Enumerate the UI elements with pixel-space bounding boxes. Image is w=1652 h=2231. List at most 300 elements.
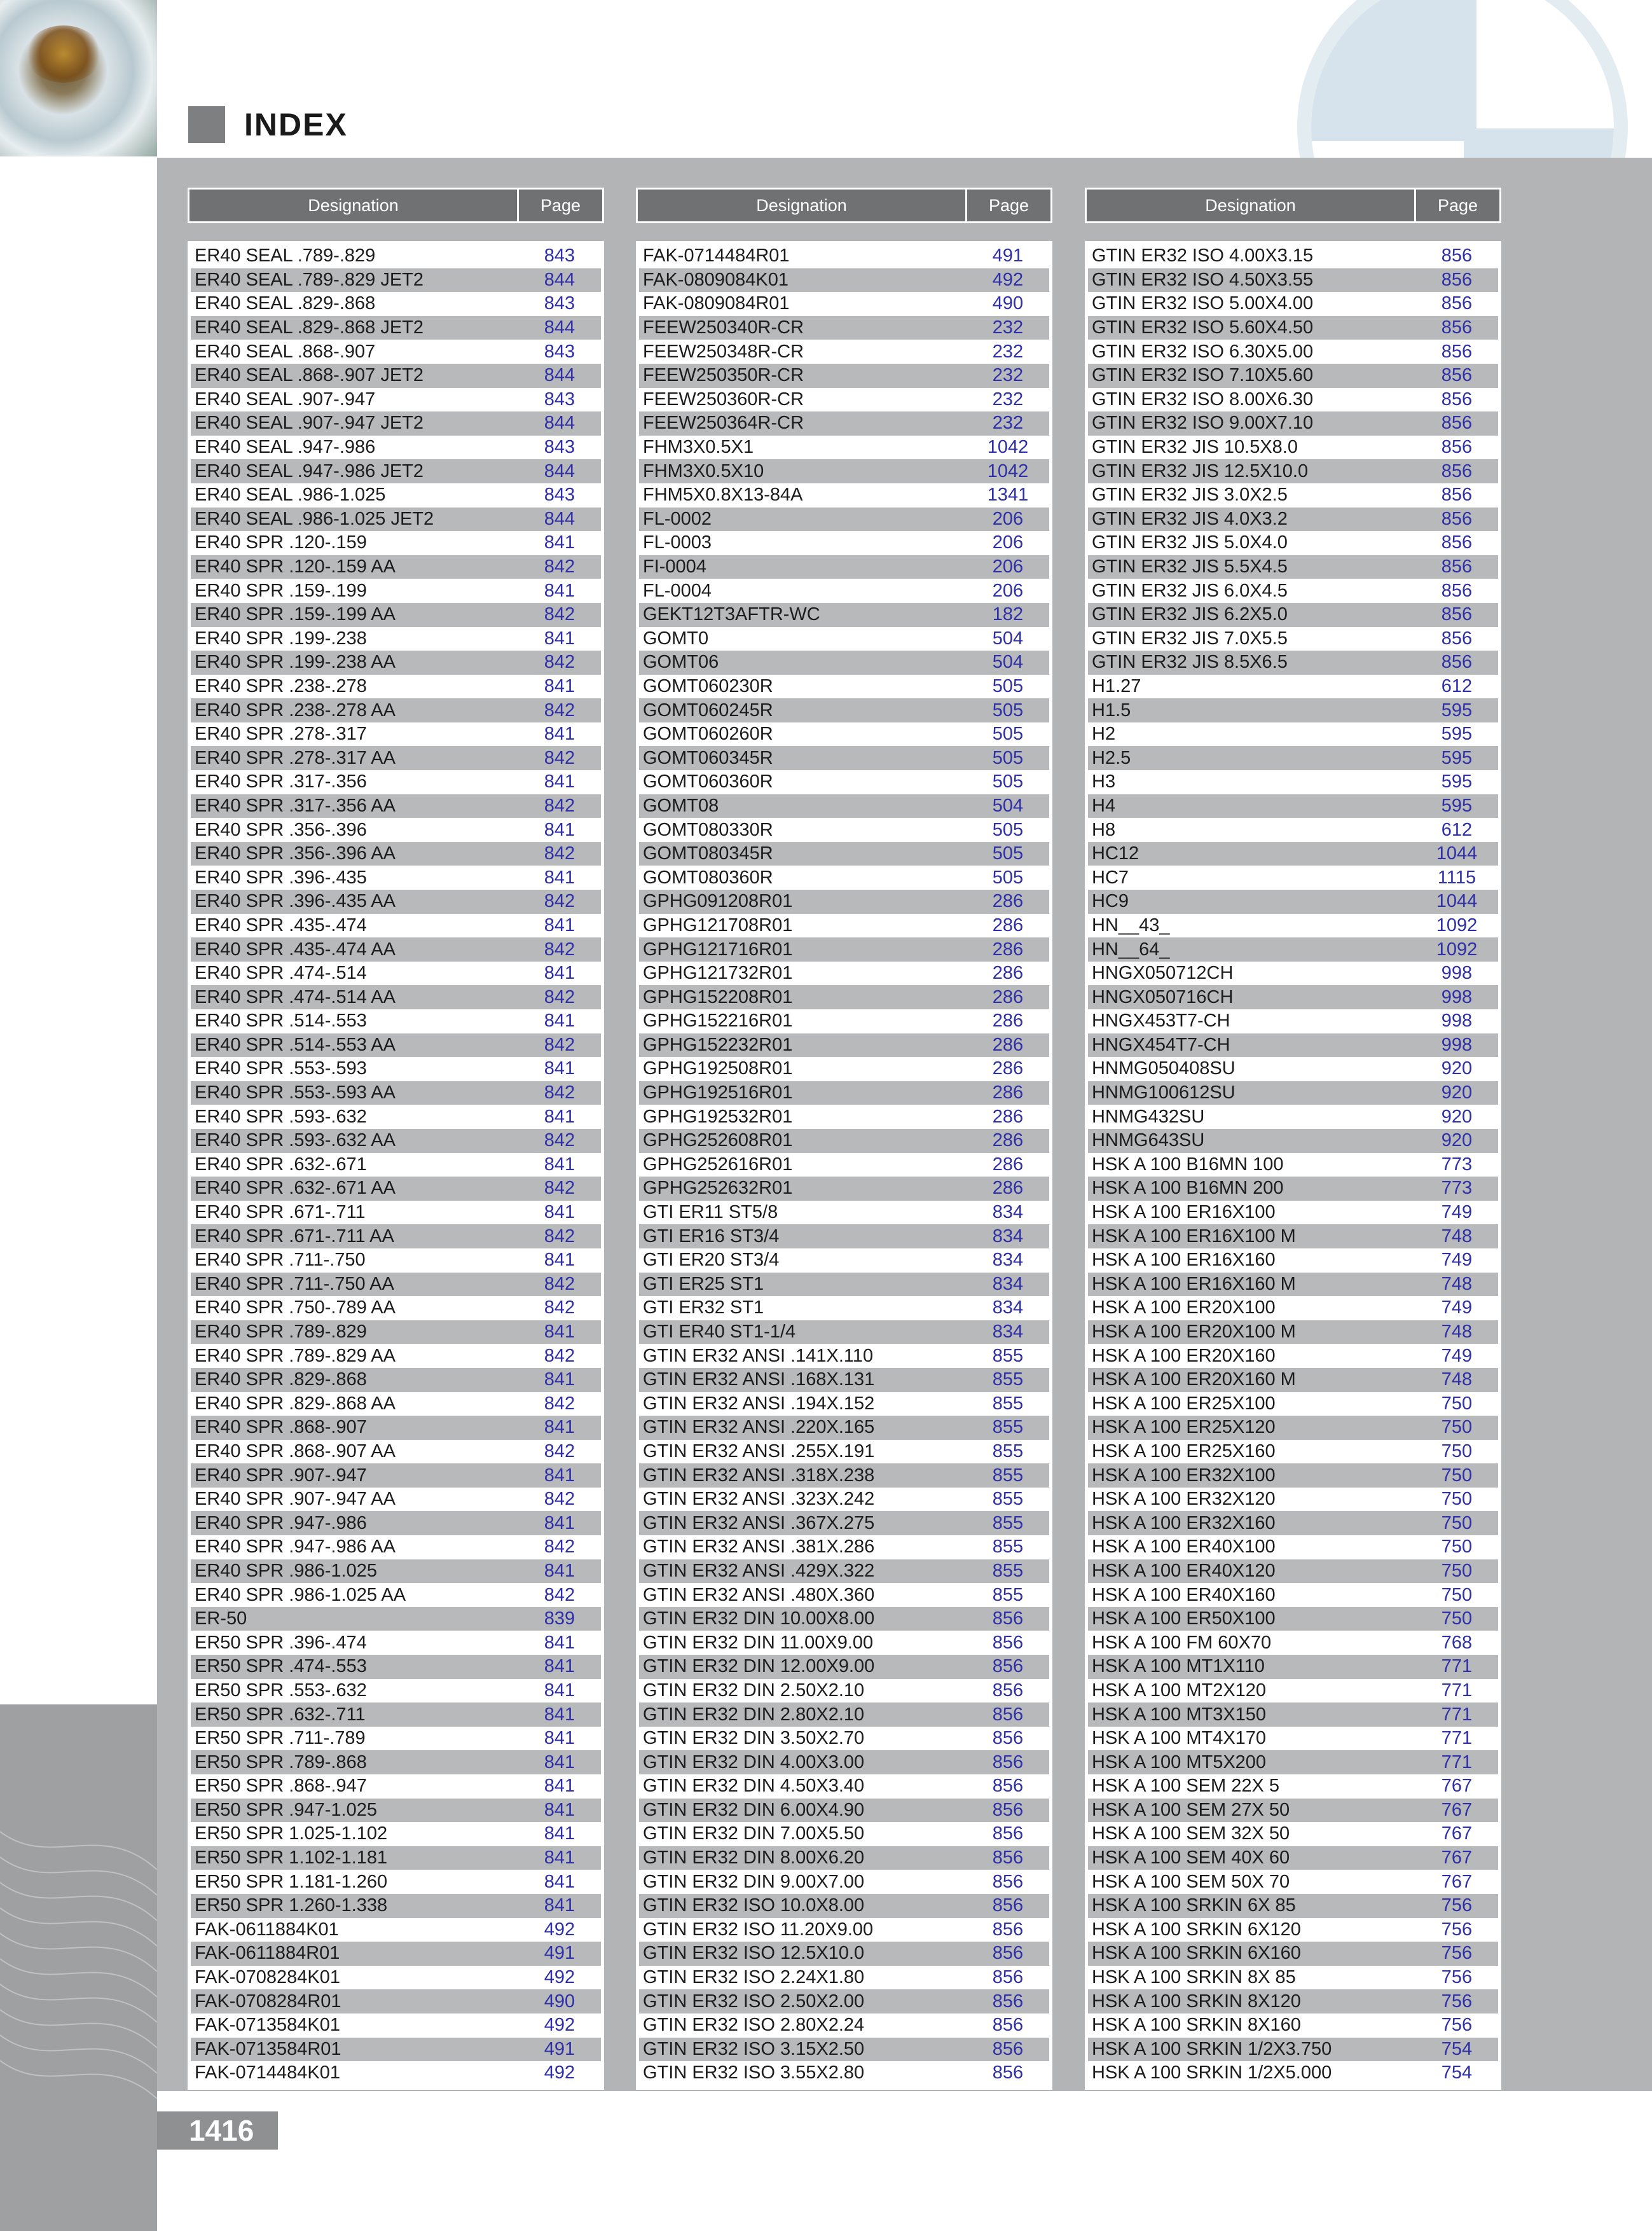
page-link[interactable]: 286 [992,1106,1024,1127]
page-link[interactable]: 286 [992,1011,1024,1032]
page-link[interactable]: 492 [544,1967,575,1988]
page-link[interactable]: 843 [544,341,575,362]
designation-cell: GTI ER16 ST3/4 [643,1226,780,1247]
page-link[interactable]: 286 [992,891,1024,912]
page-link[interactable]: 856 [1441,437,1473,458]
page-link[interactable]: 856 [992,1943,1024,1964]
designation-cell: HSK A 100 SRKIN 6X160 [1092,1943,1301,1964]
page-link[interactable]: 856 [1441,413,1473,434]
page-link[interactable]: 286 [992,1058,1024,1079]
page-link[interactable]: 492 [992,269,1024,290]
page-link[interactable]: 841 [544,675,575,696]
page-link[interactable]: 1044 [1436,843,1478,864]
page-link[interactable]: 855 [992,1417,1024,1438]
page-link[interactable]: 856 [1441,580,1473,601]
designation-cell: HSK A 100 ER25X120 [1092,1417,1276,1438]
page-link[interactable]: 504 [992,628,1024,649]
page-link[interactable]: 505 [992,675,1024,696]
page-link[interactable]: 841 [544,1895,575,1916]
page-link[interactable]: 920 [1441,1082,1473,1103]
page-link[interactable]: 756 [1441,1895,1473,1916]
page-link[interactable]: 856 [992,1608,1024,1629]
page-link[interactable]: 841 [544,724,575,745]
page-link[interactable]: 756 [1441,1967,1473,1988]
page-link[interactable]: 842 [544,604,575,625]
index-row [1088,842,1498,866]
page-link[interactable]: 856 [992,1776,1024,1797]
page-link[interactable]: 920 [1441,1058,1473,1079]
page-link[interactable]: 749 [1441,1345,1473,1366]
designation-cell: GTIN ER32 ANSI .367X.275 [643,1512,875,1533]
index-row [639,1655,1049,1679]
page-link[interactable]: 842 [544,891,575,912]
designation-cell: HNMG432SU [1092,1106,1205,1127]
index-row [191,1727,601,1751]
page-link[interactable]: 842 [544,986,575,1007]
page-link[interactable]: 206 [992,532,1024,553]
index-row [639,770,1049,794]
page-link[interactable]: 842 [544,1082,575,1103]
page-link[interactable]: 856 [992,1680,1024,1701]
designation-cell: HSK A 100 B16MN 100 [1092,1154,1284,1175]
page-link[interactable]: 1042 [987,437,1029,458]
page-link[interactable]: 748 [1441,1226,1473,1247]
page-link[interactable]: 842 [544,1584,575,1605]
page-link[interactable]: 856 [1441,604,1473,625]
index-row [639,1727,1049,1751]
page-link[interactable]: 998 [1441,1011,1473,1032]
page-link[interactable]: 856 [1441,389,1473,410]
page-link[interactable]: 920 [1441,1106,1473,1127]
page-link[interactable]: 504 [992,795,1024,816]
designation-cell: H2 [1092,724,1116,745]
index-row [191,1607,601,1631]
page-link[interactable]: 750 [1441,1608,1473,1629]
page-link[interactable]: 856 [992,1823,1024,1844]
page-link[interactable]: 856 [1441,317,1473,338]
page-link[interactable]: 771 [1441,1751,1473,1772]
page-link[interactable]: 748 [1441,1273,1473,1294]
page-link[interactable]: 842 [544,1393,575,1414]
index-row [191,579,601,603]
index-row [191,388,601,412]
page-link[interactable]: 505 [992,747,1024,768]
page-link[interactable]: 841 [544,1823,575,1844]
page-link[interactable]: 834 [992,1226,1024,1247]
page-link[interactable]: 773 [1441,1154,1473,1175]
index-row [1088,411,1498,436]
index-row [1088,1631,1498,1655]
page-link[interactable]: 842 [544,556,575,577]
page-link[interactable]: 750 [1441,1440,1473,1461]
page-link[interactable]: 232 [992,365,1024,386]
page-link[interactable]: 842 [544,1297,575,1318]
page-link[interactable]: 841 [544,1369,575,1390]
page-link[interactable]: 841 [544,532,575,553]
page-link[interactable]: 232 [992,413,1024,434]
page-link[interactable]: 843 [544,293,575,314]
page-link[interactable]: 998 [1441,986,1473,1007]
index-row [191,627,601,651]
designation-cell: ER40 SPR .238-.278 AA [195,700,396,721]
designation-cell: H8 [1092,819,1116,840]
page-link[interactable]: 492 [544,2062,575,2083]
index-row [1088,794,1498,818]
page-link[interactable]: 841 [544,1632,575,1653]
index-row [191,1248,601,1273]
page-link[interactable]: 855 [992,1465,1024,1486]
page-link[interactable]: 998 [1441,1034,1473,1055]
page-link[interactable]: 856 [1441,245,1473,266]
page-link[interactable]: 841 [544,1751,575,1772]
index-row [1088,1989,1498,2013]
designation-cell: GTI ER25 ST1 [643,1273,764,1294]
page-link[interactable]: 286 [992,1154,1024,1175]
page-link[interactable]: 841 [544,819,575,840]
page-link[interactable]: 286 [992,1082,1024,1103]
index-row [191,292,601,316]
index-row [1088,2061,1498,2085]
page-link[interactable]: 842 [544,1537,575,1558]
designation-cell: HSK A 100 ER40X100 [1092,1537,1276,1558]
page-link[interactable]: 750 [1441,1537,1473,1558]
page-link[interactable]: 856 [1441,652,1473,673]
page-link[interactable]: 841 [544,1512,575,1533]
page-link[interactable]: 834 [992,1273,1024,1294]
index-row [639,675,1049,699]
page-link[interactable]: 771 [1441,1656,1473,1677]
page-link[interactable]: 843 [544,485,575,506]
index-row [1088,388,1498,412]
page-link[interactable]: 754 [1441,2038,1473,2059]
page-link[interactable]: 286 [992,986,1024,1007]
page-link[interactable]: 842 [544,1489,575,1510]
designation-cell: GTIN ER32 ISO 12.5X10.0 [643,1943,865,1964]
page-link[interactable]: 612 [1441,675,1473,696]
page-link[interactable]: 834 [992,1322,1024,1343]
page-link[interactable]: 842 [544,652,575,673]
page-link[interactable]: 750 [1441,1512,1473,1533]
page-link[interactable]: 856 [1441,460,1473,481]
page-link[interactable]: 856 [992,2038,1024,2059]
designation-cell: GPHG152208R01 [643,986,793,1007]
page-link[interactable]: 756 [1441,1943,1473,1964]
designation-cell: ER40 SPR .986-1.025 AA [195,1584,406,1605]
page-link[interactable]: 754 [1441,2062,1473,2083]
index-row [1088,1942,1498,1966]
page-link[interactable]: 843 [544,437,575,458]
index-row [191,1535,601,1559]
page-link[interactable]: 841 [544,1704,575,1725]
page-link[interactable]: 750 [1441,1417,1473,1438]
designation-header: Designation [189,190,519,221]
page-link[interactable]: 856 [992,1728,1024,1749]
page-link[interactable]: 756 [1441,2015,1473,2036]
page-link[interactable]: 750 [1441,1465,1473,1486]
page-link[interactable]: 206 [992,508,1024,529]
page-link[interactable]: 856 [992,1967,1024,1988]
page-link[interactable]: 841 [544,1656,575,1677]
page-link[interactable]: 750 [1441,1560,1473,1581]
page-link[interactable]: 748 [1441,1322,1473,1343]
page-link[interactable]: 595 [1441,700,1473,721]
page-link[interactable]: 767 [1441,1823,1473,1844]
page-link[interactable]: 492 [544,1919,575,1940]
page-link[interactable]: 767 [1441,1799,1473,1820]
page-link[interactable]: 856 [992,1799,1024,1820]
page-link[interactable]: 842 [544,1226,575,1247]
page-link[interactable]: 490 [992,293,1024,314]
page-link[interactable]: 286 [992,963,1024,984]
page-link[interactable]: 1042 [987,460,1029,481]
page-link[interactable]: 841 [544,867,575,888]
page-link[interactable]: 841 [544,1322,575,1343]
index-row [639,1631,1049,1655]
page-link[interactable]: 505 [992,867,1024,888]
page-link[interactable]: 505 [992,771,1024,792]
page-link[interactable]: 856 [1441,485,1473,506]
page-link[interactable]: 286 [992,1034,1024,1055]
page-link[interactable]: 612 [1441,819,1473,840]
column-body [636,241,1052,2090]
designation-cell: FEEW250348R-CR [643,341,804,362]
page-link[interactable]: 839 [544,1608,575,1629]
page-link[interactable]: 856 [1441,508,1473,529]
page-link[interactable]: 505 [992,724,1024,745]
page-link[interactable]: 856 [992,1895,1024,1916]
page-link[interactable]: 595 [1441,724,1473,745]
page-link[interactable]: 856 [992,1871,1024,1892]
page-link[interactable]: 841 [544,1776,575,1797]
page-link[interactable]: 856 [1441,269,1473,290]
page-link[interactable]: 749 [1441,1250,1473,1271]
designation-cell: HSK A 100 FM 60X70 [1092,1632,1272,1653]
page-link[interactable]: 856 [1441,532,1473,553]
page-link[interactable]: 834 [992,1297,1024,1318]
page-link[interactable]: 595 [1441,771,1473,792]
index-row [191,675,601,699]
page-link[interactable]: 749 [1441,1297,1473,1318]
page-link[interactable]: 855 [992,1489,1024,1510]
index-row [639,1535,1049,1559]
page-link[interactable]: 841 [544,1848,575,1868]
page-link[interactable]: 855 [992,1440,1024,1461]
page-link[interactable]: 595 [1441,747,1473,768]
page-link[interactable]: 842 [544,1178,575,1199]
page-link[interactable]: 1341 [987,485,1029,506]
page-link[interactable]: 768 [1441,1632,1473,1653]
page-link[interactable]: 856 [992,1991,1024,2012]
index-row [639,1607,1049,1631]
page-link[interactable]: 505 [992,843,1024,864]
page-link[interactable]: 856 [992,1704,1024,1725]
designation-cell: FL-0002 [643,508,712,529]
page-link[interactable]: 855 [992,1345,1024,1366]
page-link[interactable]: 844 [544,269,575,290]
page-link[interactable]: 856 [992,1751,1024,1772]
page-link[interactable]: 1115 [1437,867,1476,888]
page-link[interactable]: 841 [544,963,575,984]
page-link[interactable]: 771 [1441,1680,1473,1701]
page-link[interactable]: 856 [992,1656,1024,1677]
page-link[interactable]: 842 [544,795,575,816]
column-header [188,188,604,223]
page-link[interactable]: 842 [544,1034,575,1055]
page-link[interactable]: 841 [544,915,575,936]
designation-cell: GEKT12T3AFTR-WC [643,604,820,625]
page-link[interactable]: 842 [544,843,575,864]
page-link[interactable]: 771 [1441,1728,1473,1749]
page-link[interactable]: 504 [992,652,1024,673]
page-link[interactable]: 1092 [1436,915,1478,936]
page-link[interactable]: 855 [992,1369,1024,1390]
page-link[interactable]: 998 [1441,963,1473,984]
page-link[interactable]: 748 [1441,1369,1473,1390]
page-link[interactable]: 920 [1441,1130,1473,1151]
index-row [191,1201,601,1225]
page-link[interactable]: 595 [1441,795,1473,816]
page-link[interactable]: 841 [544,580,575,601]
page-link[interactable]: 855 [992,1512,1024,1533]
designation-cell: HSK A 100 MT5X200 [1092,1751,1267,1772]
page-link[interactable]: 182 [992,604,1024,625]
page-link[interactable]: 844 [544,413,575,434]
page-link[interactable]: 505 [992,700,1024,721]
page-link[interactable]: 490 [544,1991,575,2012]
page-link[interactable]: 206 [992,580,1024,601]
page-link[interactable]: 841 [544,1154,575,1175]
page-link[interactable]: 856 [992,1848,1024,1868]
index-row [639,1129,1049,1153]
page-link[interactable]: 773 [1441,1178,1473,1199]
page-link[interactable]: 841 [544,1560,575,1581]
page-link[interactable]: 842 [544,1440,575,1461]
designation-cell: HNGX453T7-CH [1092,1011,1230,1032]
page-link[interactable]: 842 [544,1273,575,1294]
page-link[interactable]: 834 [992,1250,1024,1271]
page-link[interactable]: 834 [992,1202,1024,1223]
page-link[interactable]: 844 [544,365,575,386]
index-row [1088,1822,1498,1846]
page-link[interactable]: 856 [1441,341,1473,362]
page-link[interactable]: 756 [1441,1919,1473,1940]
page-link[interactable]: 841 [544,1799,575,1820]
page-link[interactable]: 855 [992,1537,1024,1558]
index-row [639,340,1049,364]
designation-cell: HNMG643SU [1092,1130,1205,1151]
page-link[interactable]: 767 [1441,1871,1473,1892]
index-row [191,340,601,364]
page-link[interactable]: 841 [544,1680,575,1701]
index-row [639,1966,1049,1990]
page-link[interactable]: 232 [992,317,1024,338]
page-link[interactable]: 491 [544,2038,575,2059]
page-link[interactable]: 767 [1441,1848,1473,1868]
page-link[interactable]: 841 [544,1871,575,1892]
page-link[interactable]: 491 [992,245,1024,266]
page-link[interactable]: 843 [544,245,575,266]
page-link[interactable]: 856 [1441,293,1473,314]
page-link[interactable]: 855 [992,1584,1024,1605]
page-link[interactable]: 856 [992,1632,1024,1653]
page-link[interactable]: 844 [544,460,575,481]
designation-cell: ER50 SPR .632-.711 [195,1704,366,1725]
page-link[interactable]: 841 [544,771,575,792]
page-link[interactable]: 232 [992,341,1024,362]
designation-cell: ER40 SPR .711-.750 [195,1250,366,1271]
page-link[interactable]: 844 [544,508,575,529]
page-link[interactable]: 842 [544,1130,575,1151]
page-link[interactable]: 286 [992,1130,1024,1151]
page-link[interactable]: 841 [544,1465,575,1486]
page-link[interactable]: 767 [1441,1776,1473,1797]
page-link[interactable]: 841 [544,1058,575,1079]
index-row [191,268,601,293]
page-link[interactable]: 856 [1441,365,1473,386]
page-link[interactable]: 841 [544,1202,575,1223]
index-row [639,1822,1049,1846]
page-link[interactable]: 855 [992,1393,1024,1414]
designation-cell: ER40 SPR .868-.907 [195,1417,367,1438]
page-link[interactable]: 856 [992,2015,1024,2036]
designation-cell: GTIN ER32 ANSI .323X.242 [643,1489,875,1510]
page-link[interactable]: 841 [544,1250,575,1271]
page-link[interactable]: 750 [1441,1489,1473,1510]
page-link[interactable]: 232 [992,389,1024,410]
page-link[interactable]: 771 [1441,1704,1473,1725]
page-link[interactable]: 855 [992,1560,1024,1581]
page-link[interactable]: 206 [992,556,1024,577]
page-link[interactable]: 842 [544,700,575,721]
page-link[interactable]: 1044 [1436,891,1478,912]
page-link[interactable]: 491 [544,1943,575,1964]
page-link[interactable]: 841 [544,1728,575,1749]
page-link[interactable]: 286 [992,1178,1024,1199]
page-link[interactable]: 286 [992,939,1024,960]
index-row [191,436,601,460]
index-row [639,1894,1049,1918]
page-link[interactable]: 492 [544,2015,575,2036]
designation-cell: HSK A 100 SRKIN 1/2X3.750 [1092,2038,1332,2059]
page-link[interactable]: 286 [992,915,1024,936]
page-link[interactable]: 842 [544,939,575,960]
page-link[interactable]: 841 [544,1417,575,1438]
page-link[interactable]: 841 [544,628,575,649]
page-link[interactable]: 750 [1441,1584,1473,1605]
page-link[interactable]: 750 [1441,1393,1473,1414]
index-row [639,1081,1049,1105]
designation-cell: GOMT060360R [643,771,773,792]
index-row [191,1655,601,1679]
page-link[interactable]: 843 [544,389,575,410]
page-link[interactable]: 1092 [1436,939,1478,960]
page-link[interactable]: 844 [544,317,575,338]
index-row [639,1583,1049,1607]
page-link[interactable]: 749 [1441,1202,1473,1223]
page-link[interactable]: 842 [544,1345,575,1366]
page-link[interactable]: 842 [544,747,575,768]
page-link[interactable]: 505 [992,819,1024,840]
page-link[interactable]: 841 [544,1106,575,1127]
page-link[interactable]: 856 [992,1919,1024,1940]
designation-cell: HNMG050408SU [1092,1058,1236,1079]
page-link[interactable]: 856 [1441,556,1473,577]
page-link[interactable]: 841 [544,1011,575,1032]
page-link[interactable]: 856 [1441,628,1473,649]
page-link[interactable]: 756 [1441,1991,1473,2012]
designation-cell: HSK A 100 ER16X100 M [1092,1226,1296,1247]
page-link[interactable]: 856 [992,2062,1024,2083]
